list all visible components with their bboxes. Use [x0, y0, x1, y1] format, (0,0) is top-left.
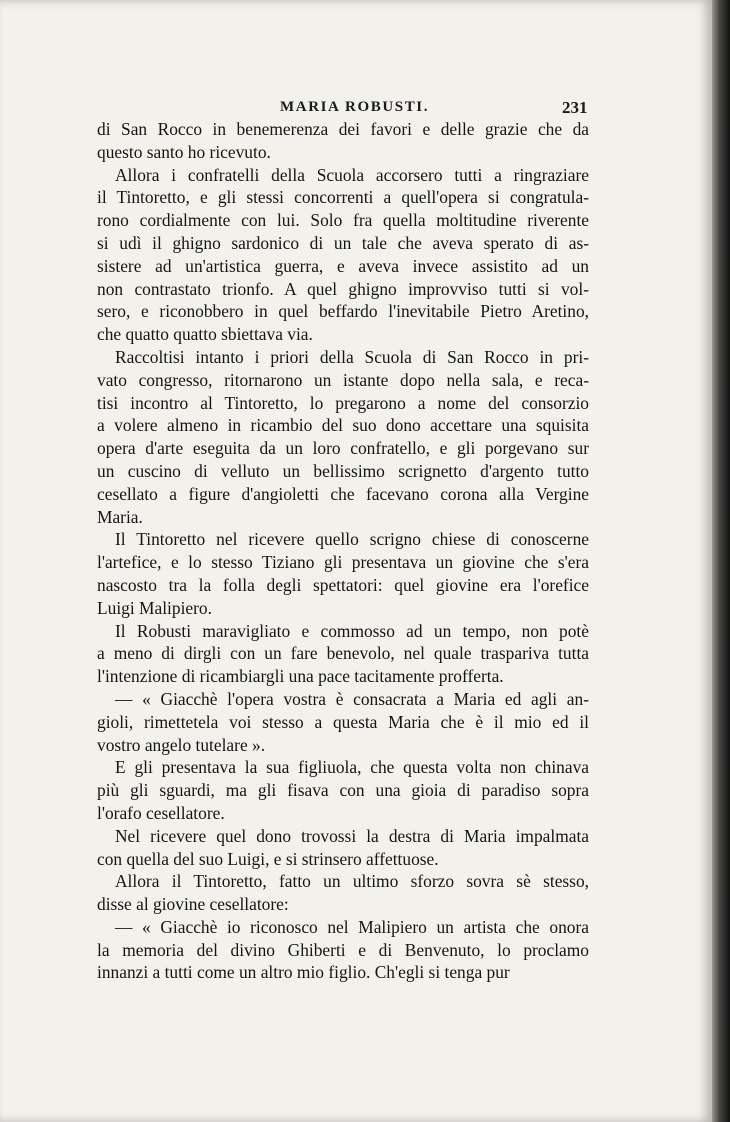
paragraph: [97, 346, 589, 528]
text-line: vostro angelo tutelare ».: [97, 734, 266, 755]
paragraph: [97, 620, 589, 688]
text-line: con quella del suo Luigi, e si strinsero affettuose.: [97, 848, 439, 869]
paragraph: [97, 825, 589, 871]
text-line: l'artefice, e lo stesso Tiziano gli presentava un giovine che s'era: [97, 552, 589, 573]
text-line: Raccoltisi intanto i priori della Scuola di San Rocco in pri-: [115, 346, 589, 367]
text-line: Maria.: [97, 506, 143, 527]
text-line: gioli, rimettetela voi stesso a questa Maria che è il mio ed il: [97, 711, 589, 732]
text-line: il Tintoretto, e gli stessi concorrenti a quell'opera si congratula-: [97, 187, 589, 208]
running-title: MARIA ROBUSTI.: [280, 99, 430, 115]
text-line: disse al giovine cesellatore:: [97, 894, 289, 915]
text-line: Allora il Tintoretto, fatto un ultimo sforzo sovra sè stesso,: [115, 871, 589, 892]
text-line: non contrastato trionfo. A quel ghigno improvviso tutti si vol-: [97, 278, 589, 299]
text-line: opera d'arte eseguita da un loro confratello, e gli porgevano sur: [97, 438, 589, 459]
text-line: tisi incontro al Tintoretto, lo pregarono a nome del consorzio: [97, 392, 589, 413]
text-line: di San Rocco in benemerenza dei favori e delle grazie che da: [97, 119, 589, 139]
text-line: E gli presentava la sua figliuola, che questa volta non chinava: [115, 757, 589, 778]
paragraph: [97, 118, 589, 164]
text-line: un cuscino di velluto un bellissimo scrignetto d'argento tutto: [97, 460, 589, 481]
text-line: sistere ad un'artistica guerra, e aveva invece assistito ad un: [97, 255, 589, 276]
text-line: — « Giacchè l'opera vostra è consacrata a Maria ed agli an-: [115, 688, 589, 709]
text-line: nascosto tra la folla degli spettatori: quel giovine era l'orefice: [97, 574, 589, 595]
paragraph: [97, 756, 589, 824]
text-line: a volere almeno in ricambio del suo dono accettare una squisita: [97, 415, 589, 436]
paragraph: [97, 164, 589, 346]
text-line: cesellato a figure d'angioletti che facevano corona alla Vergine: [97, 483, 589, 504]
body-text: [97, 118, 589, 984]
text-line: Allora i confratelli della Scuola accorsero tutti a ringraziare: [115, 164, 589, 185]
text-line: l'intenzione di ricambiargli una pace tacitamente profferta.: [97, 666, 504, 687]
text-line: vato congresso, ritornarono un istante dopo nella sala, e reca-: [97, 369, 589, 390]
paragraph: [97, 528, 589, 619]
text-line: a meno di dirgli con un fare benevolo, nel quale traspariva tutta: [97, 643, 589, 664]
page-edge: [712, 0, 730, 1122]
text-line: Il Tintoretto nel ricevere quello scrigno chiese di conoscerne: [115, 529, 589, 550]
text-line: più gli sguardi, ma gli fisava con una gioia di paradiso sopra: [97, 780, 589, 801]
text-line: sero, e riconobbero in quel beffardo l'inevitabile Pietro Aretino,: [97, 301, 589, 322]
text-line: questo santo ho ricevuto.: [97, 141, 271, 162]
text-line: Il Robusti maravigliato e commosso ad un tempo, non potè: [115, 620, 589, 641]
paragraph: [97, 916, 589, 984]
page-number: 231: [562, 98, 588, 117]
text-line: innanzi a tutti come un altro mio figlio. Ch'egli si tenga pur: [97, 962, 510, 983]
paragraph: [97, 688, 589, 756]
text-line: si udì il ghigno sardonico di un tale che aveva sperato di as-: [97, 232, 589, 253]
text-line: la memoria del divino Ghiberti e di Benvenuto, lo proclamo: [97, 939, 589, 960]
text-line: l'orafo cesellatore.: [97, 802, 225, 823]
text-line: Luigi Malipiero.: [97, 597, 212, 618]
text-line: — « Giacchè io riconosco nel Malipiero un artista che onora: [115, 916, 589, 937]
text-line: Nel ricevere quel dono trovossi la destra di Maria impalmata: [115, 825, 589, 846]
paragraph: [97, 870, 589, 916]
text-line: rono cordialmente con lui. Solo fra quella moltitudine riverente: [97, 210, 589, 231]
text-line: che quatto quatto sbiettava via.: [97, 324, 313, 345]
